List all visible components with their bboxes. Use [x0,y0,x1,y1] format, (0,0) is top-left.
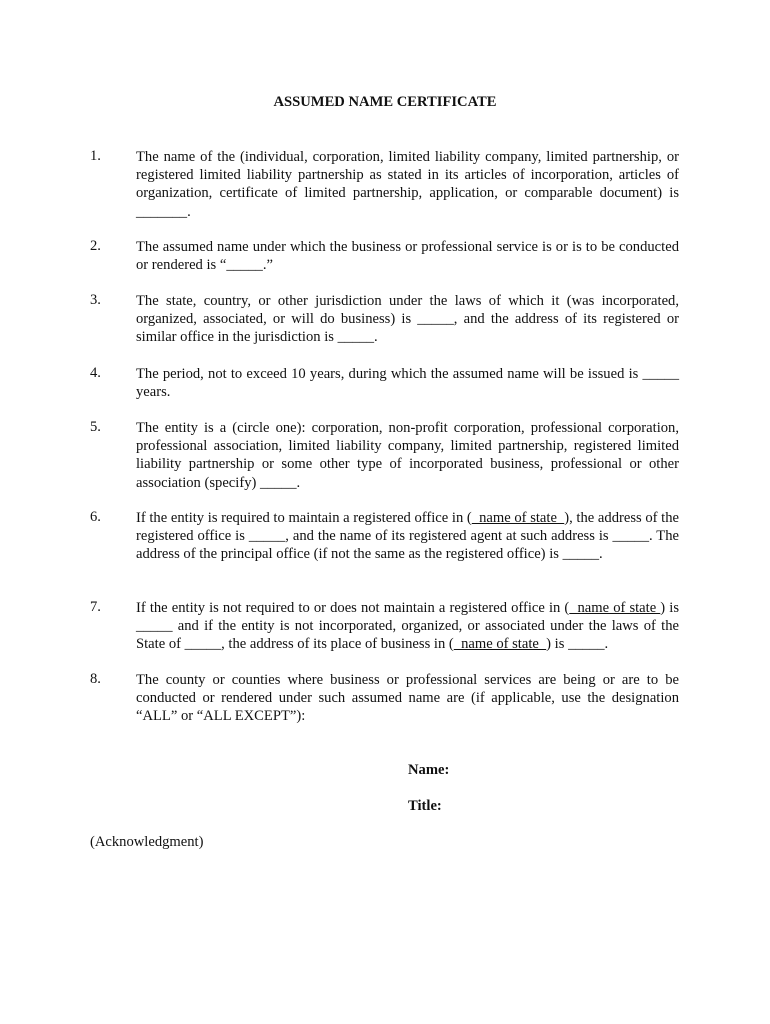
item-number: 4. [90,365,101,381]
item-text: The name of the (individual, corporation, limited liability company, limited partnership, or registered limited liability partnership as stated in its articles of incorporation, articles of organization, certificate of limited partnership, application, or comparable document) is _______. [136,149,679,220]
item-number: 7. [90,599,101,615]
item-text-part: If the entity is required to maintain a registered office in ( [136,510,472,526]
acknowledgment-label: (Acknowledgment) [90,834,204,850]
item-text: The period, not to exceed 10 years, during which the assumed name will be issued is _____ years. [136,366,679,401]
signature-title-label: Title: [408,798,442,814]
item-number: 8. [90,671,101,687]
state-name-field: name of state [453,636,547,653]
item-text: The state, country, or other jurisdiction under the laws of which it (was incorporated, organized, associated, or will do business) is _____, and the address of its registered or similar office in the jurisdiction is _____. [136,293,679,346]
item-number: 6. [90,509,101,525]
item-text: The county or counties where business or professional services are being or are to be conducted or rendered under such assumed name are (if applicable, use the designation “ALL” or “ALL EXCEPT”): [136,672,679,725]
item-text [136,599,679,654]
signature-name-label: Name: [408,762,450,778]
item-text-part: ) is _____ and if the entity is not incorporated, organized, or associated under the laws of the State of _____, the address of its place of business in ( [136,600,679,653]
item-number: 1. [90,148,101,164]
item-text-part: ), the address of the registered office is _____, and the name of its registered agent at such address is _____. The address of the principal office (if not the same as the registered office) is _____. [136,510,679,563]
item-text-part: ) is _____. [546,636,609,653]
item-number: 5. [90,419,101,435]
item-text: The entity is a (circle one): corporation, non-profit corporation, professional corporation, professional association, limited liability company, limited partnership, registered limited liability partnership or some other type of incorporated business, professional or other association (specify) _____. [136,420,679,491]
document-title: ASSUMED NAME CERTIFICATE [273,94,497,110]
item-number: 3. [90,292,101,308]
item-text-part: If the entity is not required to or does not maintain a registered office in ( [136,600,570,616]
item-text [136,509,679,564]
item-text: The assumed name under which the business or professional service is or is to be conducted or rendered is “_____.” [136,239,679,274]
state-name-field: name of state [471,510,565,526]
state-name-field: name of state [569,600,661,616]
item-number: 2. [90,238,101,254]
